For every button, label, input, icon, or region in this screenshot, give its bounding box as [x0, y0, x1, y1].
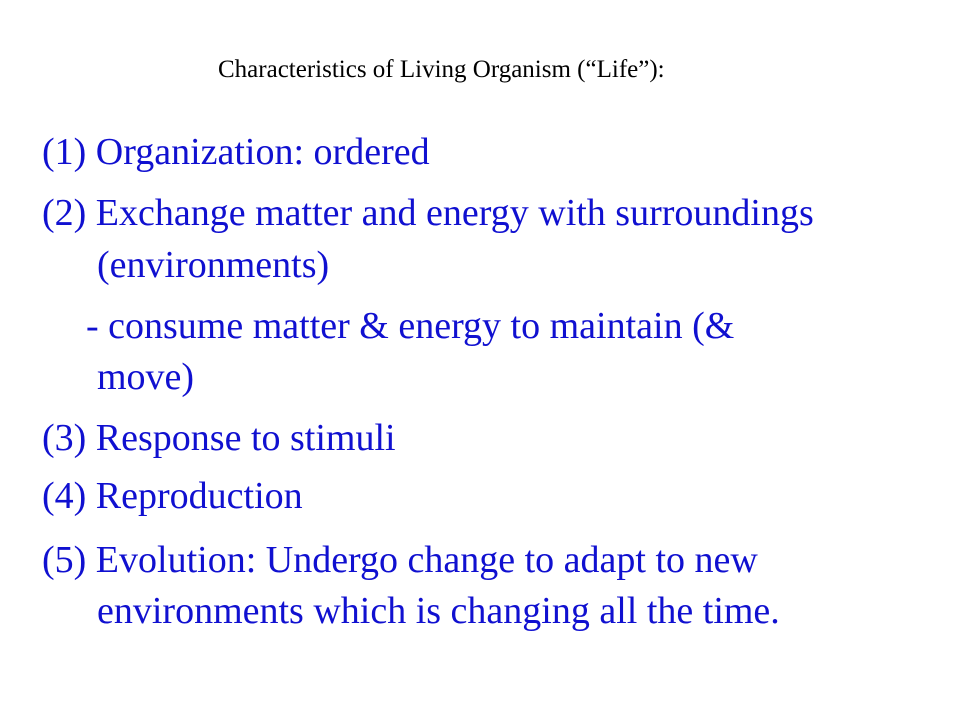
- list-item-evolution-continued: environments which is changing all the time.: [97, 590, 780, 632]
- sub-item-consume: - consume matter & energy to maintain (&: [86, 305, 735, 347]
- slide-title: Characteristics of Living Organism (“Life”):: [218, 56, 665, 83]
- list-item-exchange: (2) Exchange matter and energy with surroundings: [42, 192, 814, 234]
- list-item-exchange-continued: (environments): [97, 244, 330, 286]
- sub-item-consume-continued: move): [97, 356, 195, 398]
- list-item-organization: (1) Organization: ordered: [42, 131, 430, 173]
- list-item-evolution: (5) Evolution: Undergo change to adapt to new: [42, 539, 758, 581]
- list-item-reproduction: (4) Reproduction: [42, 475, 303, 517]
- list-item-response: (3) Response to stimuli: [42, 417, 396, 459]
